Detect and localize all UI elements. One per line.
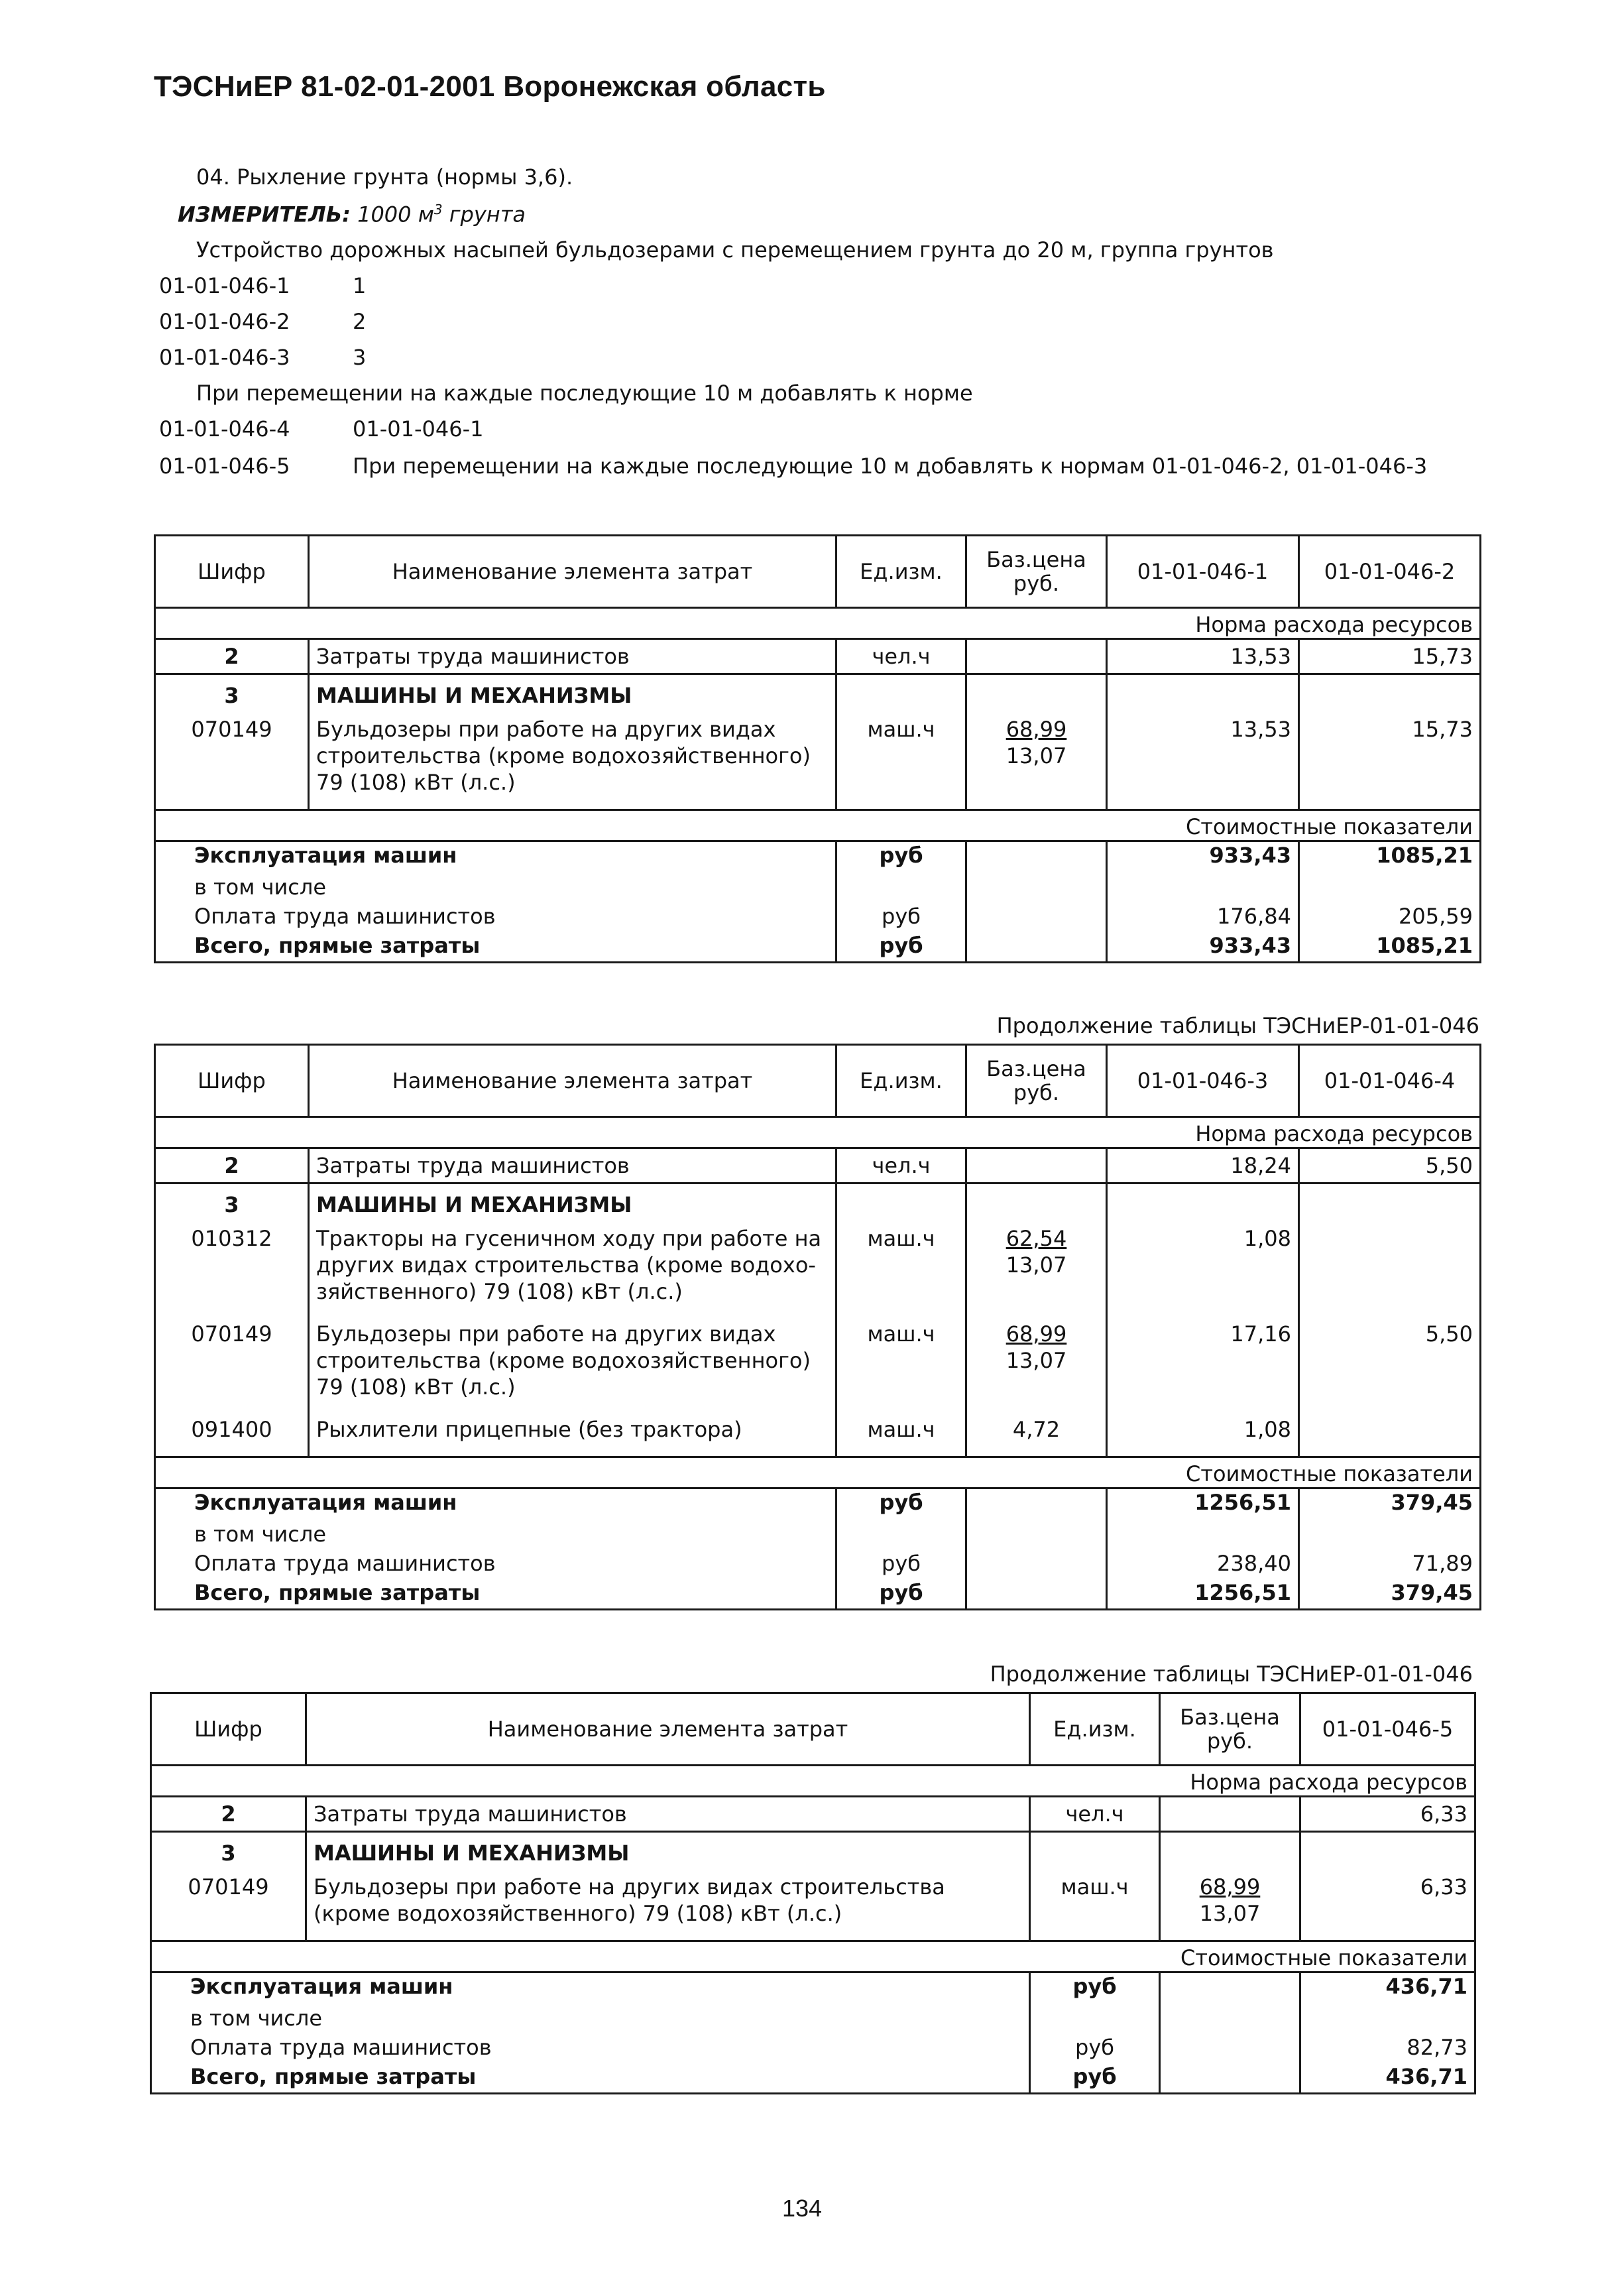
exploitation-value-a: 436,71 [1300, 1972, 1475, 2006]
col-norm-b-header: 01-01-046-2 [1299, 536, 1481, 608]
measure-line [178, 202, 526, 227]
machine-code: 070149 [155, 1321, 309, 1416]
col-norm-a-header: 01-01-046-5 [1300, 1693, 1475, 1766]
pay-label: Оплата труда машинистов [155, 1550, 836, 1579]
norm-code-2-text: 2 [353, 309, 367, 334]
total-unit: руб [836, 932, 966, 963]
machine-code: 070149 [151, 1874, 306, 1941]
norm-code-2: 01-01-046-2 [159, 309, 290, 334]
row-machines-name: МАШИНЫ И МЕХАНИЗМЫ [309, 674, 836, 717]
measure-sup: 3 [433, 202, 443, 217]
machine-value-a: 1,08 [1107, 1225, 1299, 1321]
measure-unit: грунта [449, 202, 526, 227]
pay-unit: руб [1030, 2034, 1160, 2063]
machine-unit: маш.ч [836, 716, 966, 810]
machine-unit: маш.ч [836, 1321, 966, 1416]
row-machines-code: 3 [155, 1183, 309, 1226]
machine-price: 68,99 13,07 [966, 1321, 1107, 1416]
col-unit-header: Ед.изм. [1030, 1693, 1160, 1766]
section-cost: Стоимостные показатели [155, 810, 1481, 841]
row-labor-name: Затраты труда машинистов [306, 1797, 1030, 1832]
norm-code-5: 01-01-046-5 [159, 453, 290, 479]
machine-value-a: 17,16 [1107, 1321, 1299, 1416]
row-labor-code: 2 [155, 639, 309, 674]
labor-value-a: 6,33 [1300, 1797, 1475, 1832]
col-price-header: Баз.цена руб. [1160, 1693, 1300, 1766]
work-description: Устройство дорожных насыпей бульдозерами с перемещением грунта до 20 м, группа грунтов [196, 237, 1274, 263]
machine-code: 070149 [155, 716, 309, 810]
pay-label: Оплата труда машинистов [151, 2034, 1030, 2063]
item-04-title: 04. Рыхление грунта (нормы 3,6). [196, 164, 573, 190]
machine-value-b: 15,73 [1299, 716, 1481, 810]
exploitation-label: Эксплуатация машин [151, 1972, 1030, 2006]
row-labor-unit: чел.ч [836, 1148, 966, 1183]
including-label: в том числе [155, 874, 836, 903]
total-value-a: 1256,51 [1107, 1579, 1299, 1610]
total-label: Всего, прямые затраты [155, 1579, 836, 1610]
col-code-header: Шифр [155, 536, 309, 608]
machine-unit: маш.ч [836, 1225, 966, 1321]
labor-value-b: 15,73 [1299, 639, 1481, 674]
row-machines-name: МАШИНЫ И МЕХАНИЗМЫ [306, 1832, 1030, 1874]
machine-name: Бульдозеры при работе на других видах строительства (кроме водохозяйственного) 79 (108) кВт (л.с.) [309, 1321, 836, 1416]
exploitation-unit: руб [836, 841, 966, 875]
norm-code-3-text: 3 [353, 345, 367, 370]
col-name-header: Наименование элемента затрат [309, 536, 836, 608]
col-unit-header: Ед.изм. [836, 1045, 966, 1117]
col-norm-a-header: 01-01-046-1 [1107, 536, 1299, 608]
norm-code-4: 01-01-046-4 [159, 416, 290, 442]
document-title: ТЭСНиЕР 81-02-01-2001 Воронежская область [154, 70, 826, 103]
pay-unit: руб [836, 1550, 966, 1579]
norm-table-3 [150, 1692, 1476, 2094]
norm-table-1 [154, 534, 1481, 963]
section-norm: Норма расхода ресурсов [151, 1766, 1475, 1797]
row-labor-name: Затраты труда машинистов [309, 639, 836, 674]
machine-code: 010312 [155, 1225, 309, 1321]
pay-value-b: 205,59 [1299, 903, 1481, 932]
row-labor-code: 2 [155, 1148, 309, 1183]
labor-value-a: 18,24 [1107, 1148, 1299, 1183]
row-machines-code: 3 [155, 674, 309, 717]
col-code-header: Шифр [151, 1693, 306, 1766]
norm-code-1-text: 1 [353, 273, 367, 298]
col-price-header: Баз.цена руб. [966, 536, 1107, 608]
col-name-header: Наименование элемента затрат [309, 1045, 836, 1117]
total-unit: руб [1030, 2063, 1160, 2094]
machine-price: 68,99 13,07 [966, 716, 1107, 810]
machine-value-b [1299, 1225, 1481, 1321]
including-label: в том числе [151, 2005, 1030, 2034]
labor-value-a: 13,53 [1107, 639, 1299, 674]
total-value-b: 1085,21 [1299, 932, 1481, 963]
pay-unit: руб [836, 903, 966, 932]
col-unit-header: Ед.изм. [836, 536, 966, 608]
exploitation-value-b: 379,45 [1299, 1488, 1481, 1522]
machine-unit: маш.ч [1030, 1874, 1160, 1941]
exploitation-value-a: 1256,51 [1107, 1488, 1299, 1522]
row-labor-unit: чел.ч [836, 639, 966, 674]
row-labor-code: 2 [151, 1797, 306, 1832]
norm-code-5-text: При перемещении на каждые последующие 10 м добавлять к нормам 01-01-046-2, 01-01-046-3 [353, 453, 1428, 479]
machine-price: 62,54 13,07 [966, 1225, 1107, 1321]
machine-value-a: 1,08 [1107, 1416, 1299, 1457]
machine-value-a: 6,33 [1300, 1874, 1475, 1941]
total-label: Всего, прямые затраты [151, 2063, 1030, 2094]
pay-value-a: 176,84 [1107, 903, 1299, 932]
including-label: в том числе [155, 1521, 836, 1550]
exploitation-label: Эксплуатация машин [155, 1488, 836, 1522]
machine-value-b [1299, 1416, 1481, 1457]
total-unit: руб [836, 1579, 966, 1610]
total-label: Всего, прямые затраты [155, 932, 836, 963]
machine-value-a: 13,53 [1107, 716, 1299, 810]
section-cost: Стоимостные показатели [151, 1941, 1475, 1972]
measure-label: ИЗМЕРИТЕЛЬ: [178, 202, 351, 227]
total-value-a: 933,43 [1107, 932, 1299, 963]
machine-name: Бульдозеры при работе на других видах строительства (кроме водохозяйственного) 79 (108) кВт (л.с.) [309, 716, 836, 810]
pay-value-b: 71,89 [1299, 1550, 1481, 1579]
norm-table-2 [154, 1044, 1481, 1610]
norm-code-4-text: 01-01-046-1 [353, 416, 484, 442]
exploitation-value-b: 1085,21 [1299, 841, 1481, 875]
machine-value-b: 5,50 [1299, 1321, 1481, 1416]
total-value-a: 436,71 [1300, 2063, 1475, 2094]
section-cost: Стоимостные показатели [155, 1457, 1481, 1488]
norm-code-1: 01-01-046-1 [159, 273, 290, 298]
col-code-header: Шифр [155, 1045, 309, 1117]
row-labor-name: Затраты труда машинистов [309, 1148, 836, 1183]
row-machines-code: 3 [151, 1832, 306, 1874]
section-norm: Норма расхода ресурсов [155, 1117, 1481, 1148]
continuation-label-3: Продолжение таблицы ТЭСНиЕР-01-01-046 [990, 1662, 1473, 1687]
continuation-label-2: Продолжение таблицы ТЭСНиЕР-01-01-046 [996, 1013, 1479, 1038]
machine-unit: маш.ч [836, 1416, 966, 1457]
machine-price: 68,99 13,07 [1160, 1874, 1300, 1941]
col-name-header: Наименование элемента затрат [306, 1693, 1030, 1766]
measure-value: 1000 м [357, 202, 434, 227]
total-value-b: 379,45 [1299, 1579, 1481, 1610]
exploitation-label: Эксплуатация машин [155, 841, 836, 875]
machine-name: Тракторы на гусеничном ходу при работе на других видах строительства (кроме водохо- зяйственного) 79 (108) кВт (л.с.) [309, 1225, 836, 1321]
exploitation-unit: руб [836, 1488, 966, 1522]
machine-name: Рыхлители прицепные (без трактора) [309, 1416, 836, 1457]
additional-note: При перемещении на каждые последующие 10 м добавлять к норме [196, 381, 973, 406]
exploitation-value-a: 933,43 [1107, 841, 1299, 875]
page-number: 134 [782, 2195, 823, 2222]
pay-value-a: 238,40 [1107, 1550, 1299, 1579]
machine-code: 091400 [155, 1416, 309, 1457]
machine-price: 4,72 [966, 1416, 1107, 1457]
norm-code-3: 01-01-046-3 [159, 345, 290, 370]
col-norm-a-header: 01-01-046-3 [1107, 1045, 1299, 1117]
row-labor-unit: чел.ч [1030, 1797, 1160, 1832]
row-machines-name: МАШИНЫ И МЕХАНИЗМЫ [309, 1183, 836, 1226]
col-norm-b-header: 01-01-046-4 [1299, 1045, 1481, 1117]
section-norm: Норма расхода ресурсов [155, 608, 1481, 639]
pay-value-a: 82,73 [1300, 2034, 1475, 2063]
col-price-header: Баз.цена руб. [966, 1045, 1107, 1117]
labor-value-b: 5,50 [1299, 1148, 1481, 1183]
pay-label: Оплата труда машинистов [155, 903, 836, 932]
exploitation-unit: руб [1030, 1972, 1160, 2006]
machine-name: Бульдозеры при работе на других видах строительства (кроме водохозяйственного) 79 (108) кВт (л.с.) [306, 1874, 1030, 1941]
